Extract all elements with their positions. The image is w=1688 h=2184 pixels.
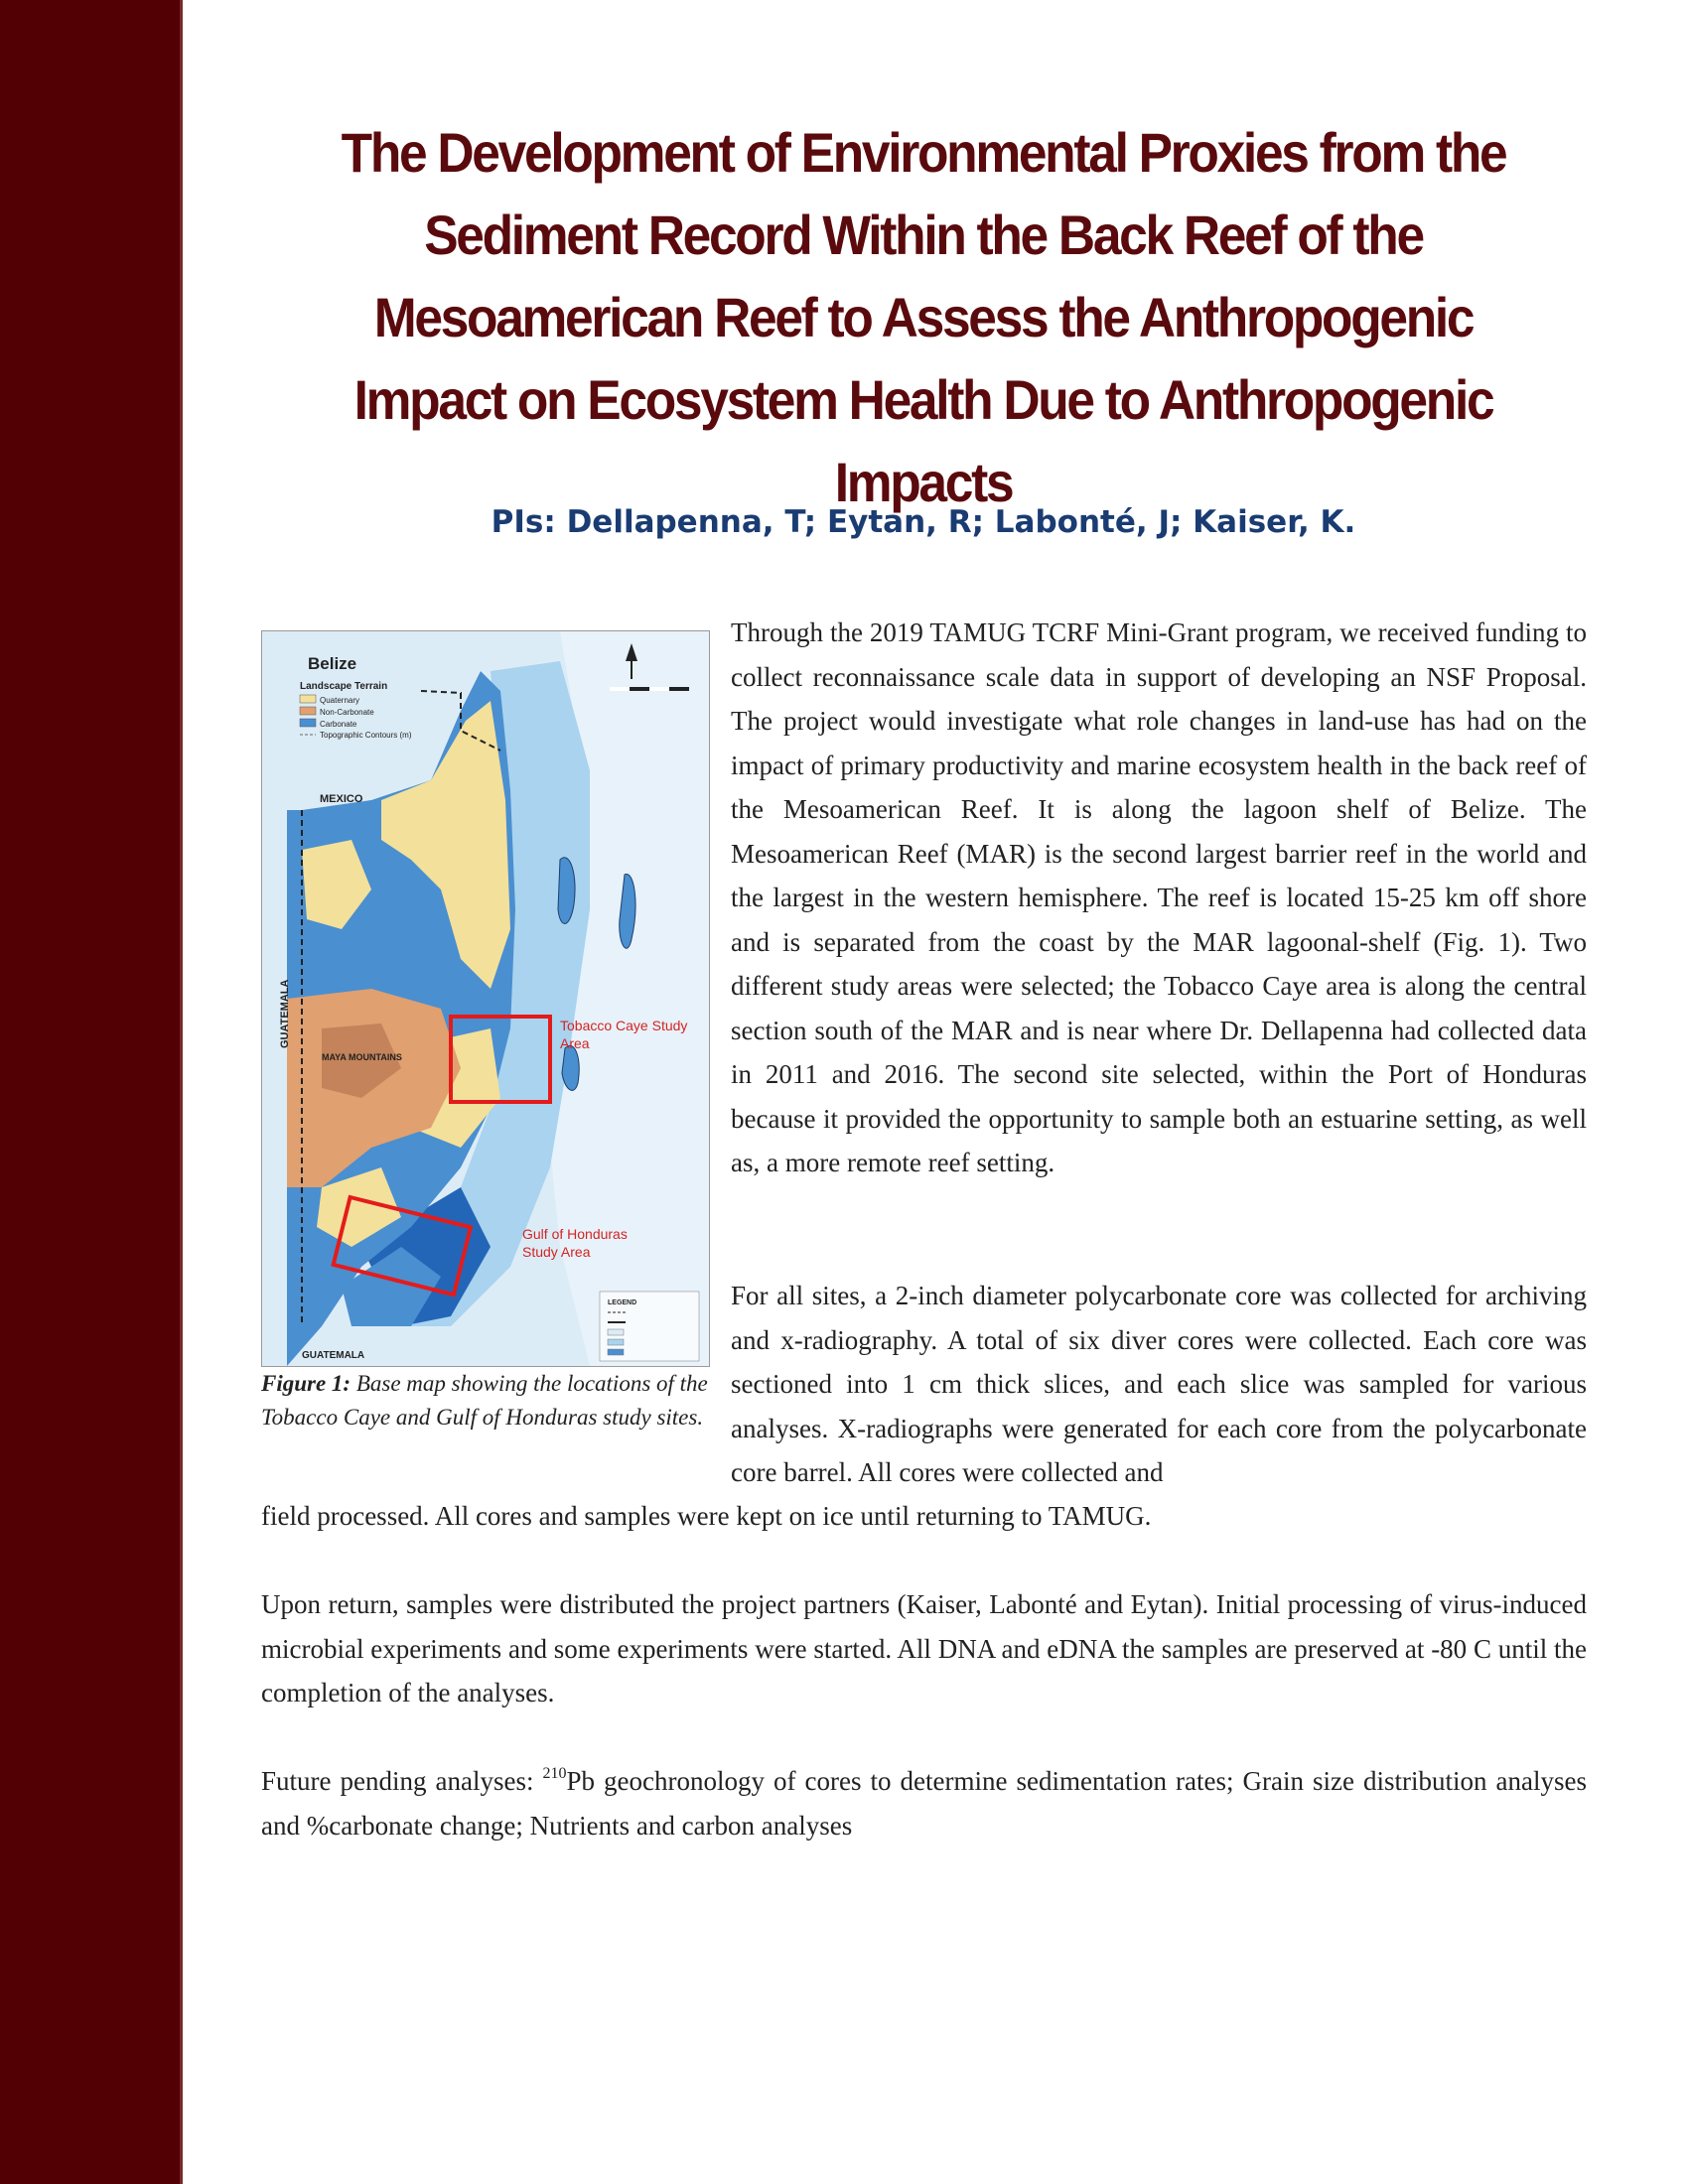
- paragraph-intro: Through the 2019 TAMUG TCRF Mini-Grant program, we received funding to collect reconnaissance scale data in support of developing an NSF Proposal. The project would investigate what role changes in land-use has had on the impact of primary productivity and marine ecosystem health in the back reef of the Mesoamerican Reef. It is along the lagoon shelf of Belize. The Mesoamerican Reef (MAR) is the second largest barrier reef in the world and the largest in the western hemisphere. The reef is located 15-25 km off shore and is separated from the coast by the MAR lagoonal-shelf (Fig. 1). Two different study areas were selected; the Tobacco Caye area is along the central section south of the MAR and is near where Dr. Dellapenna had collected data in 2011 and 2016. The second site selected, within the Port of Honduras because it provided the opportunity to sample both an estuarine setting, as well as, a more remote reef setting.: [731, 617, 1587, 1177]
- document-title: The Development of Environmental Proxies from the Sediment Record Within the Back Reef of the Mesoamerican Reef to Assess the Anthropogenic Impact on Ecosystem Health Due to Anthropogenic Impacts: [341, 121, 1506, 513]
- paragraph-return: Upon return, samples were distributed the project partners (Kaiser, Labonté and Eytan). Initial processing of virus-induced microbial experiments and some experiments were started. All DNA and eDNA the samples are preserved at -80 C until the completion of the analyses.: [261, 1589, 1587, 1707]
- label-guatemala-bottom: GUATEMALA: [302, 1350, 365, 1361]
- legend-quaternary: Quaternary: [320, 696, 360, 705]
- isotope-superscript: 210: [542, 1765, 567, 1782]
- paragraph-cores-continued: field processed. All cores and samples were kept on ice until returning to TAMUG.: [261, 1501, 1152, 1531]
- caption-label: Figure 1:: [261, 1371, 352, 1396]
- tobacco-caye-label: Tobacco Caye Study Area: [560, 1018, 688, 1051]
- map-legend-title: Landscape Terrain: [300, 681, 388, 692]
- legend-non-carbonate: Non-Carbonate: [320, 708, 374, 717]
- map-country-label: Belize: [308, 654, 357, 673]
- side-accent-bar: [0, 0, 183, 2184]
- caption-text: Base map showing the locations of the Tobacco Caye and Gulf of Honduras study sites.: [261, 1371, 708, 1430]
- paragraph-cores: For all sites, a 2-inch diameter polycarbonate core was collected for archiving and x-radiography. A total of six diver cores were collected. Each core was sectioned into 1 cm thick slices, and each slice was sampled for various analyses. X-radiographs were generated for each core from the polycarbonate core barrel. All cores were collected and: [731, 1281, 1587, 1487]
- label-guatemala-side: GUATEMALA: [279, 979, 291, 1048]
- future-rest: Pb geochronology of cores to determine sedimentation rates; Grain size distribution analyses and %carbonate change; Nutrients and carbon analyses: [261, 1766, 1587, 1841]
- future-lead: Future pending analyses:: [261, 1766, 543, 1796]
- paragraph-future-analyses: [261, 1759, 1587, 1847]
- legend-contours: Topographic Contours (m): [320, 731, 412, 740]
- gulf-honduras-label: Gulf of Honduras Study Area: [522, 1226, 628, 1260]
- legend-box-title: LEGEND: [608, 1299, 637, 1306]
- principal-investigators: PIs: Dellapenna, T; Eytan, R; Labonté, J; Kaiser, K.: [491, 504, 1356, 540]
- legend-carbonate: Carbonate: [320, 720, 357, 729]
- figure-caption: [261, 1367, 718, 1434]
- label-maya-mountains: MAYA MOUNTAINS: [322, 1052, 402, 1062]
- belize-base-map: [261, 630, 710, 1367]
- label-mexico: MEXICO: [320, 793, 363, 805]
